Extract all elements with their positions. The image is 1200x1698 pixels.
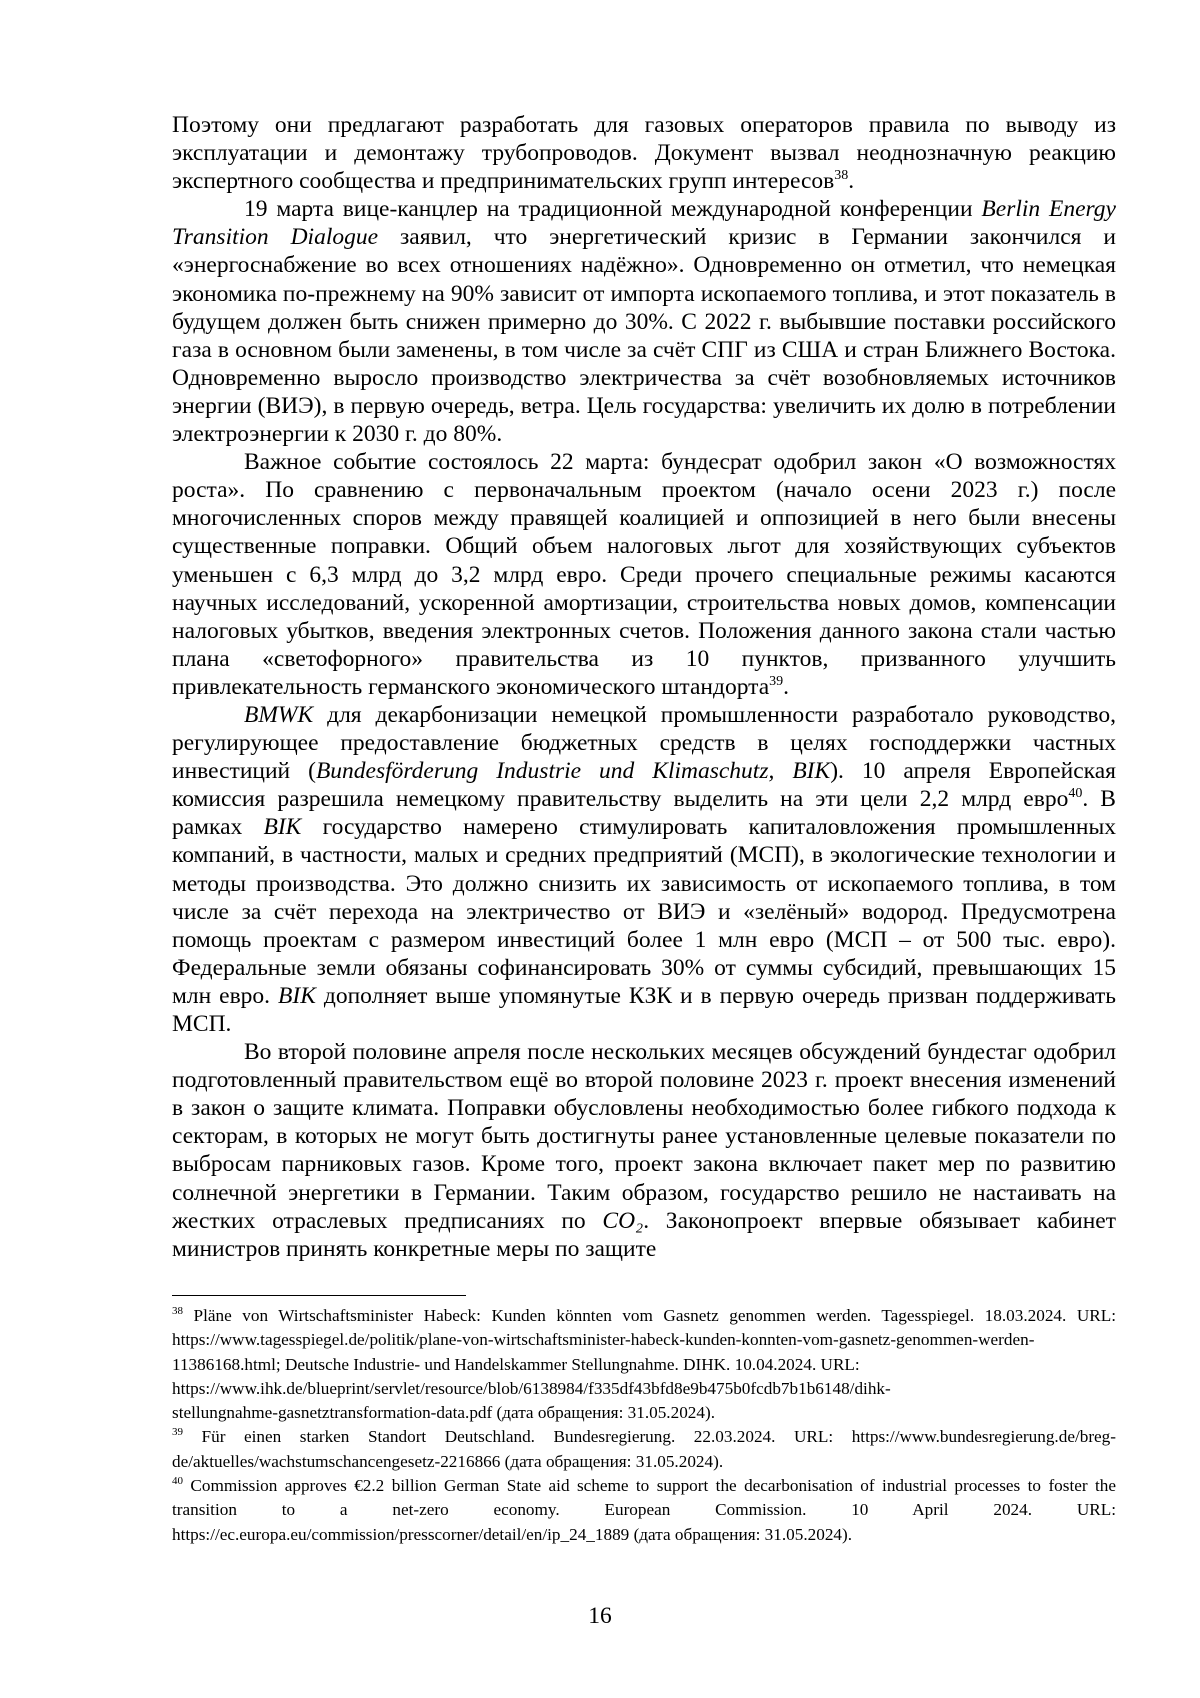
footnote-ref-38[interactable]: 38 [834, 168, 849, 184]
footnote-text: Für einen starken Standort Deutschland. Bundesregierung. 22.03.2024. URL: https://www.bundesregierung.de/breg-de/aktuelles/wachstumschancengesetz-2216866 (дата обращения: 31.05.2024). [172, 1427, 1116, 1471]
paragraph-2-text-b: заявил, что энергетический кризис в Германии закончился и «энергоснабжение во всех отношениях надёжно». Одновременно он отметил, что немецкая экономика по-прежнему на 90% зависит от импорта ископаемого топлива, и этот показатель в будущем должен быть снижен примерно до 30%. С 2022 г. выбывшие поставки российского газа в основном были заменены, в том числе за счёт СПГ из США и стран Ближнего Востока. Одновременно выросло производство электричества за счёт возобновляемых источников энергии (ВИЭ), в первую очередь, ветра. Цель государства: увеличить их долю в потреблении электроэнергии к 2030 г. до 80%. [172, 224, 1116, 448]
footnote-text: Commission approves €2.2 billion German State aid scheme to support the decarbonisation of industrial processes to foster the transition to a net-zero economy. European Commission. 10 April 2024. URL: https://ec.europa.eu/commission/presscorner/detail/en/ip_24_1889 (дата обращения: 31.05.2024). [172, 1476, 1116, 1544]
footnote-ref-40[interactable]: 40 [1068, 786, 1083, 802]
paragraph-3 [172, 448, 1116, 701]
footnote-38 [172, 1304, 1116, 1425]
footnote-number: 38 [172, 1305, 183, 1317]
paragraph-5-text-b: . Законопроект впервые обязывает кабинет министров принять конкретные меры по защите [172, 1207, 1117, 1262]
paragraph-3-text: Важное событие состоялось 22 марта: бундесрат одобрил закон «О возможностях роста». По сравнению с первоначальным проектом (начало осени 2023 г.) после многочисленных споров между правящей коалицией и оппозицией в него были внесены существенные поправки. Общий объем налоговых льгот для хозяйствующих субъектов уменьшен с 6,3 млрд до 3,2 млрд евро. Среди прочего специальные режимы касаются научных исследований, ускоренной амортизации, строительства новых домов, компенсации налоговых убытков, введения электронных счетов. Положения данного закона стали частью плана «светофорного» правительства из 10 пунктов, призванного улучшить привлекательность германского экономического штандорта [172, 449, 1116, 700]
footnote-separator [172, 1295, 466, 1296]
footnote-40 [172, 1474, 1116, 1547]
program-abbr: BIK [278, 982, 316, 1009]
co2-formula: CO₂ [602, 1207, 644, 1234]
footnotes [172, 1304, 1116, 1547]
page-number: 16 [588, 1603, 612, 1629]
footnote-text: Pläne von Wirtschaftsminister Habeck: Kunden könnten vom Gasnetz genommen werden. Tagesspiegel. 18.03.2024. URL: https://www.tagesspiegel.de/politik/plane-von-wirtschaftsminister-habeck-kunden-konnten-vom-gasnetz-genommen-werden-11386168.html; Deutsche Industrie- und Handelskammer Stellungnahme. DIHK. 10.04.2024. URL: [172, 1306, 1116, 1374]
program-name: Bundesförderung Industrie und Klimaschutz, BIK [315, 758, 831, 785]
conference-name: Berlin Energy Transition Dialogue [172, 196, 1116, 251]
paragraph-4-text-d: государство намерено стимулировать капиталовложения промышленных компаний, в частности, малых и средних предприятий (МСП), в экологические технологии и методы производства. Это должно снизить их зависимость от ископаемого топлива, в том числе за счёт перехода на электричество от ВИЭ и «зелёный» водород. Предусмотрена помощь проектам с размером инвестиций более 1 млн евро (МСП – от 500 тыс. евро). Федеральные земли обязаны софинансировать 30% от суммы субсидий, превышающих 15 млн евро. [172, 814, 1116, 1009]
paragraph-1 [172, 111, 1116, 195]
footnote-number: 40 [172, 1475, 183, 1488]
paragraph-5-text-a: Во второй половине апреля после нескольких месяцев обсуждений бундестаг одобрил подготовленный правительством ещё во второй половине 2023 г. проект внесения изменений в закон о защите климата. Поправки обусловлены необходимостью более гибкого подхода к секторам, в которых не могут быть достигнуты ранее установленные целевые показатели по выбросам парниковых газов. Кроме того, проект закона включает пакет мер по развитию солнечной энергетики в Германии. Таким образом, государство решило не настаивать на жестких отраслевых предписаниях по [172, 1039, 1116, 1234]
paragraph-4-text-e: дополняет выше упомянутые КЗК и в первую очередь призван поддерживать МСП. [172, 982, 1116, 1037]
paragraph-2-text-a: 19 марта вице-канцлер на традиционной международной конференции [244, 196, 982, 223]
paragraph-4 [172, 701, 1116, 1038]
paragraph-4-text-c: . В рамках [172, 786, 1116, 841]
footnote-url[interactable]: https://www.ihk.de/blueprint/servlet/resource/blob/6138984/f335df43bfd8e9b475b0fcdb7b1b6148/dihk- [172, 1378, 891, 1398]
paragraph-2 [172, 195, 1116, 448]
paragraph-1-text: Поэтому они предлагают разработать для газовых операторов правила по выводу из эксплуатации и демонтажу трубопроводов. Документ вызвал неоднозначную реакцию экспертного сообщества и предпринимательских групп интересов [172, 112, 1116, 195]
main-text [172, 111, 1116, 1263]
ministry-abbr: BMWK [244, 701, 314, 728]
paragraph-4-text-a: для декарбонизации немецкой промышленности разработало руководство, регулирующее предоставление бюджетных средств в целях господдержки частных инвестиций ( [172, 701, 1116, 785]
paragraph-5 [172, 1038, 1116, 1263]
paragraph-3-end: . [783, 673, 790, 700]
footnote-39 [172, 1425, 1116, 1474]
footnote-ref-39[interactable]: 39 [769, 673, 784, 689]
program-abbr: BIK [263, 814, 302, 841]
footnote-text-tail: stellungnahme-gasnetztransformation-data.pdf (дата обращения: 31.05.2024). [172, 1403, 716, 1423]
paragraph-4-text-b: ). 10 апреля Европейская комиссия разрешила немецкому правительству выделить на эти цели 2,2 млрд евро [172, 758, 1116, 813]
paragraph-1-end: . [848, 168, 855, 195]
footnote-number: 39 [172, 1426, 183, 1439]
